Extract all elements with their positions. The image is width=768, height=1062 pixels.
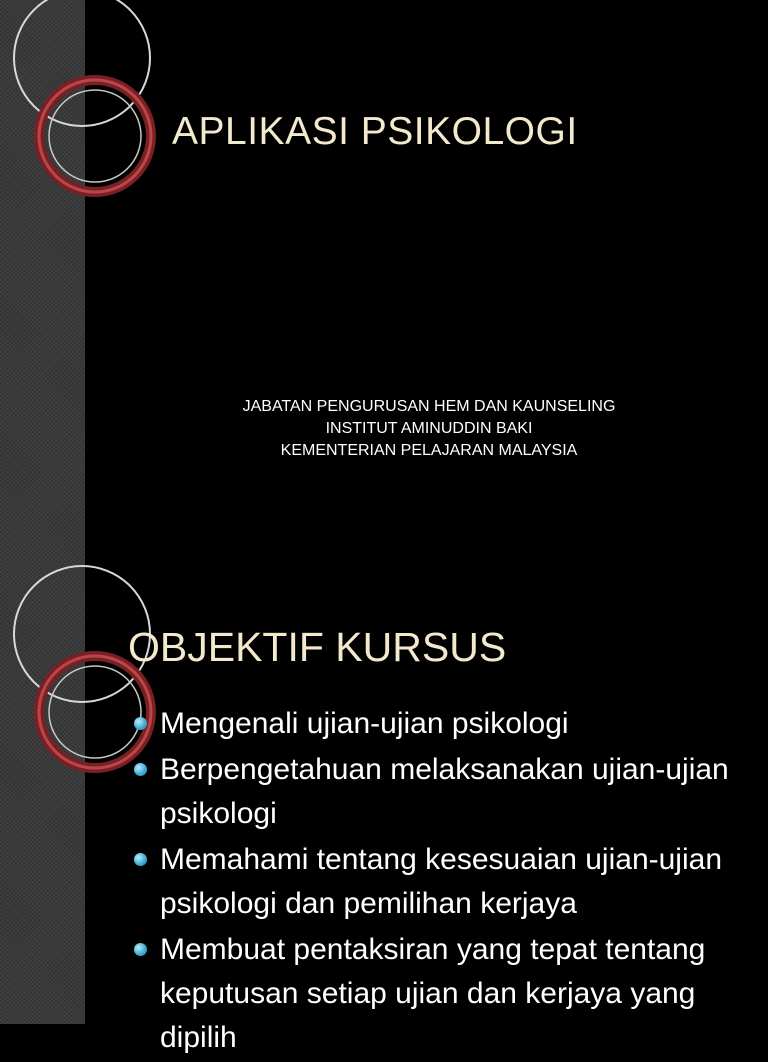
list-item (134, 838, 764, 926)
organization-block (90, 396, 768, 462)
list-item-text: Mengenali ujian-ujian psikologi (160, 707, 569, 740)
list-item-text: Membuat pentaksiran yang tepat tentang keputusan setiap ujian dan kerjaya yang dipilih (160, 933, 706, 1054)
presentation-title: APLIKASI PSIKOLOGI (172, 110, 578, 153)
bullet-icon (134, 717, 147, 730)
list-item-text: Berpengetahuan melaksanakan ujian-ujian psikologi (160, 753, 729, 830)
institute-line: INSTITUT AMINUDDIN BAKI (325, 420, 533, 437)
department-line: JABATAN PENGURUSAN HEM DAN KAUNSELING (242, 398, 616, 415)
ring-decoration-icon (0, 0, 85, 200)
list-item (134, 748, 764, 836)
objectives-list (134, 702, 764, 1062)
ring-decoration-icon (0, 576, 85, 776)
slide-objectives (0, 576, 768, 1054)
list-item (134, 928, 764, 1060)
list-item-text: Memahami tentang kesesuaian ujian-ujian psikologi dan pemilihan kerjaya (160, 843, 723, 920)
bullet-icon (134, 763, 147, 776)
slide-heading: OBJEKTIF KURSUS (128, 624, 507, 670)
bullet-icon (134, 853, 147, 866)
ministry-line: KEMENTERIAN PELAJARAN MALAYSIA (280, 442, 578, 459)
list-item (134, 702, 764, 746)
bullet-icon (134, 943, 147, 956)
